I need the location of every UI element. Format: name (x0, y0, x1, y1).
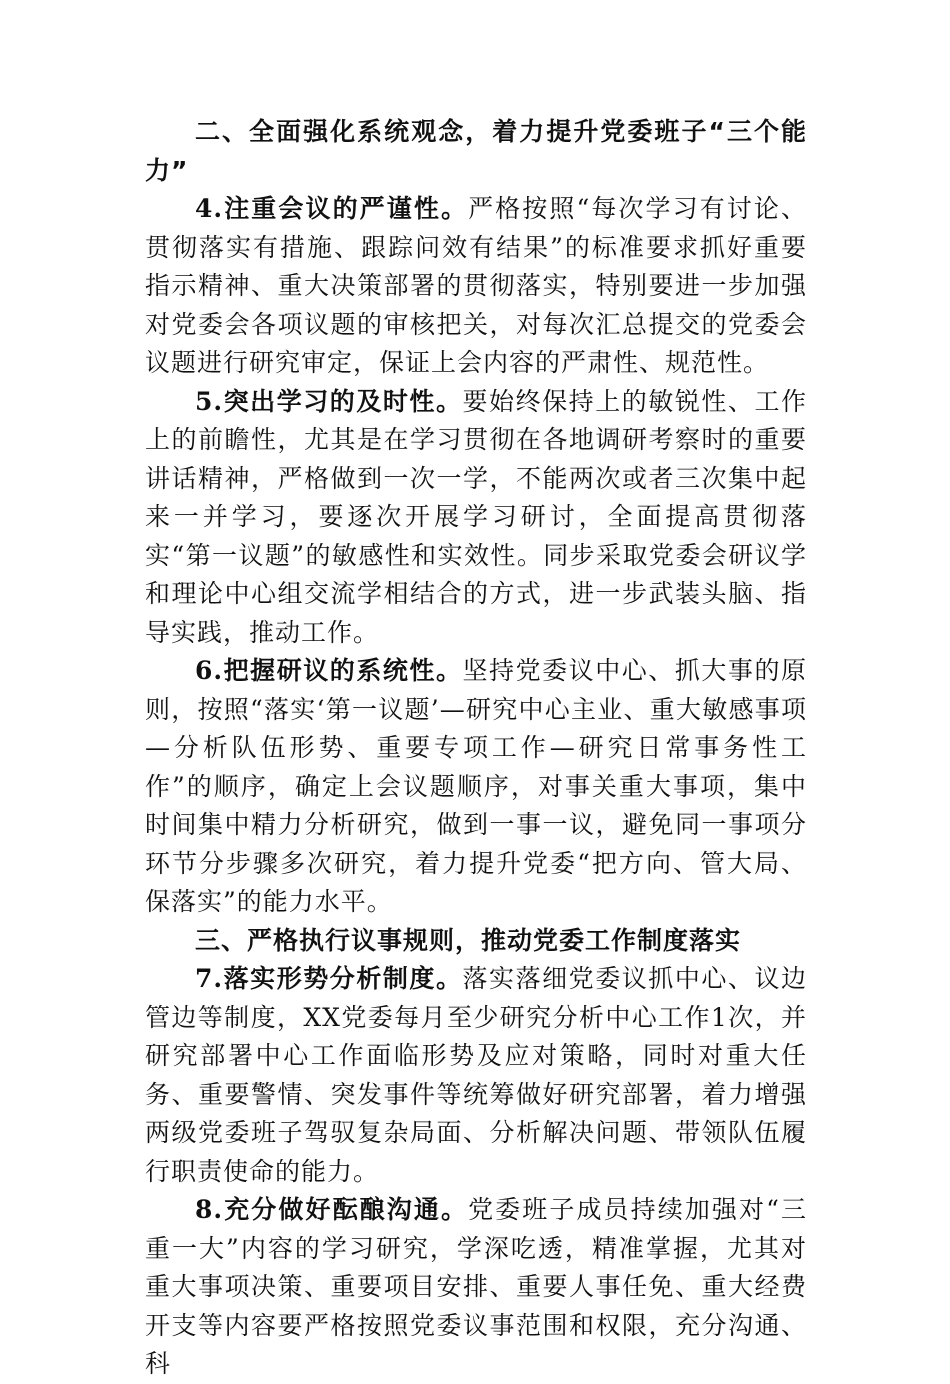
item-body: 党委班子成员持续加强对“三重一大”内容的学习研究，学深吃透，精准掌握，尤其对重大事项决策、重要项目安排、重要人事任免、重大经费开支等内容要严格按照党委议事范围和权限，充分沟通、科 (145, 1195, 807, 1378)
paragraph-item-6 (145, 652, 807, 922)
item-lead: 4.注重会议的严谨性。 (195, 194, 469, 223)
item-lead: 8.充分做好酝酿沟通。 (195, 1195, 469, 1224)
paragraph-item-4 (145, 190, 807, 383)
item-body: 要始终保持上的敏锐性、工作上的前瞻性，尤其是在学习贯彻在各地调研考察时的重要讲话精神，严格做到一次一学，不能两次或者三次集中起来一并学习，要逐次开展学习研讨，全面提高贯彻落实“第一议题”的敏感性和实效性。同步采取党委会研议学和理论中心组交流学相结合的方式，进一步武装头脑、指导实践，推动工作。 (145, 386, 807, 647)
item-body: 严格按照“每次学习有讨论、贯彻落实有措施、跟踪问效有结果”的标准要求抓好重要指示精神、重大决策部署的贯彻落实，特别要进一步加强对党委会各项议题的审核把关，对每次汇总提交的党委会议题进行研究审定，保证上会内容的严肃性、规范性。 (145, 194, 807, 377)
paragraph-item-7 (145, 960, 807, 1191)
paragraph-item-5 (145, 383, 807, 653)
item-body: 落实落细党委议抓中心、议边管边等制度，XX党委每月至少研究分析中心工作1次，并研究部署中心工作面临形势及应对策略，同时对重大任务、重要警情、突发事件等统筹做好研究部署，着力增强两级党委班子驾驭复杂局面、分析解决问题、带领队伍履行职责使命的能力。 (145, 964, 807, 1186)
section-heading: 二、全面强化系统观念，着力提升党委班子“三个能力” (145, 117, 807, 185)
item-lead: 5.突出学习的及时性。 (195, 386, 463, 416)
section-heading: 三、严格执行议事规则，推动党委工作制度落实 (195, 925, 742, 955)
document-page (145, 113, 807, 1384)
paragraph-item-8 (145, 1191, 807, 1384)
item-lead: 7.落实形势分析制度。 (195, 964, 463, 993)
item-body: 坚持党委议中心、抓大事的原则，按照“落实‘第一议题’—研究中心主业、重大敏感事项—分析队伍形势、重要专项工作—研究日常事务性工作”的顺序，确定上会议题顺序，对事关重大事项，集中时间集中精力分析研究，做到一事一议，避免同一事项分环节分步骤多次研究，着力提升党委“把方向、管大局、保落实”的能力水平。 (145, 656, 807, 916)
item-lead: 6.把握研议的系统性。 (195, 656, 463, 685)
